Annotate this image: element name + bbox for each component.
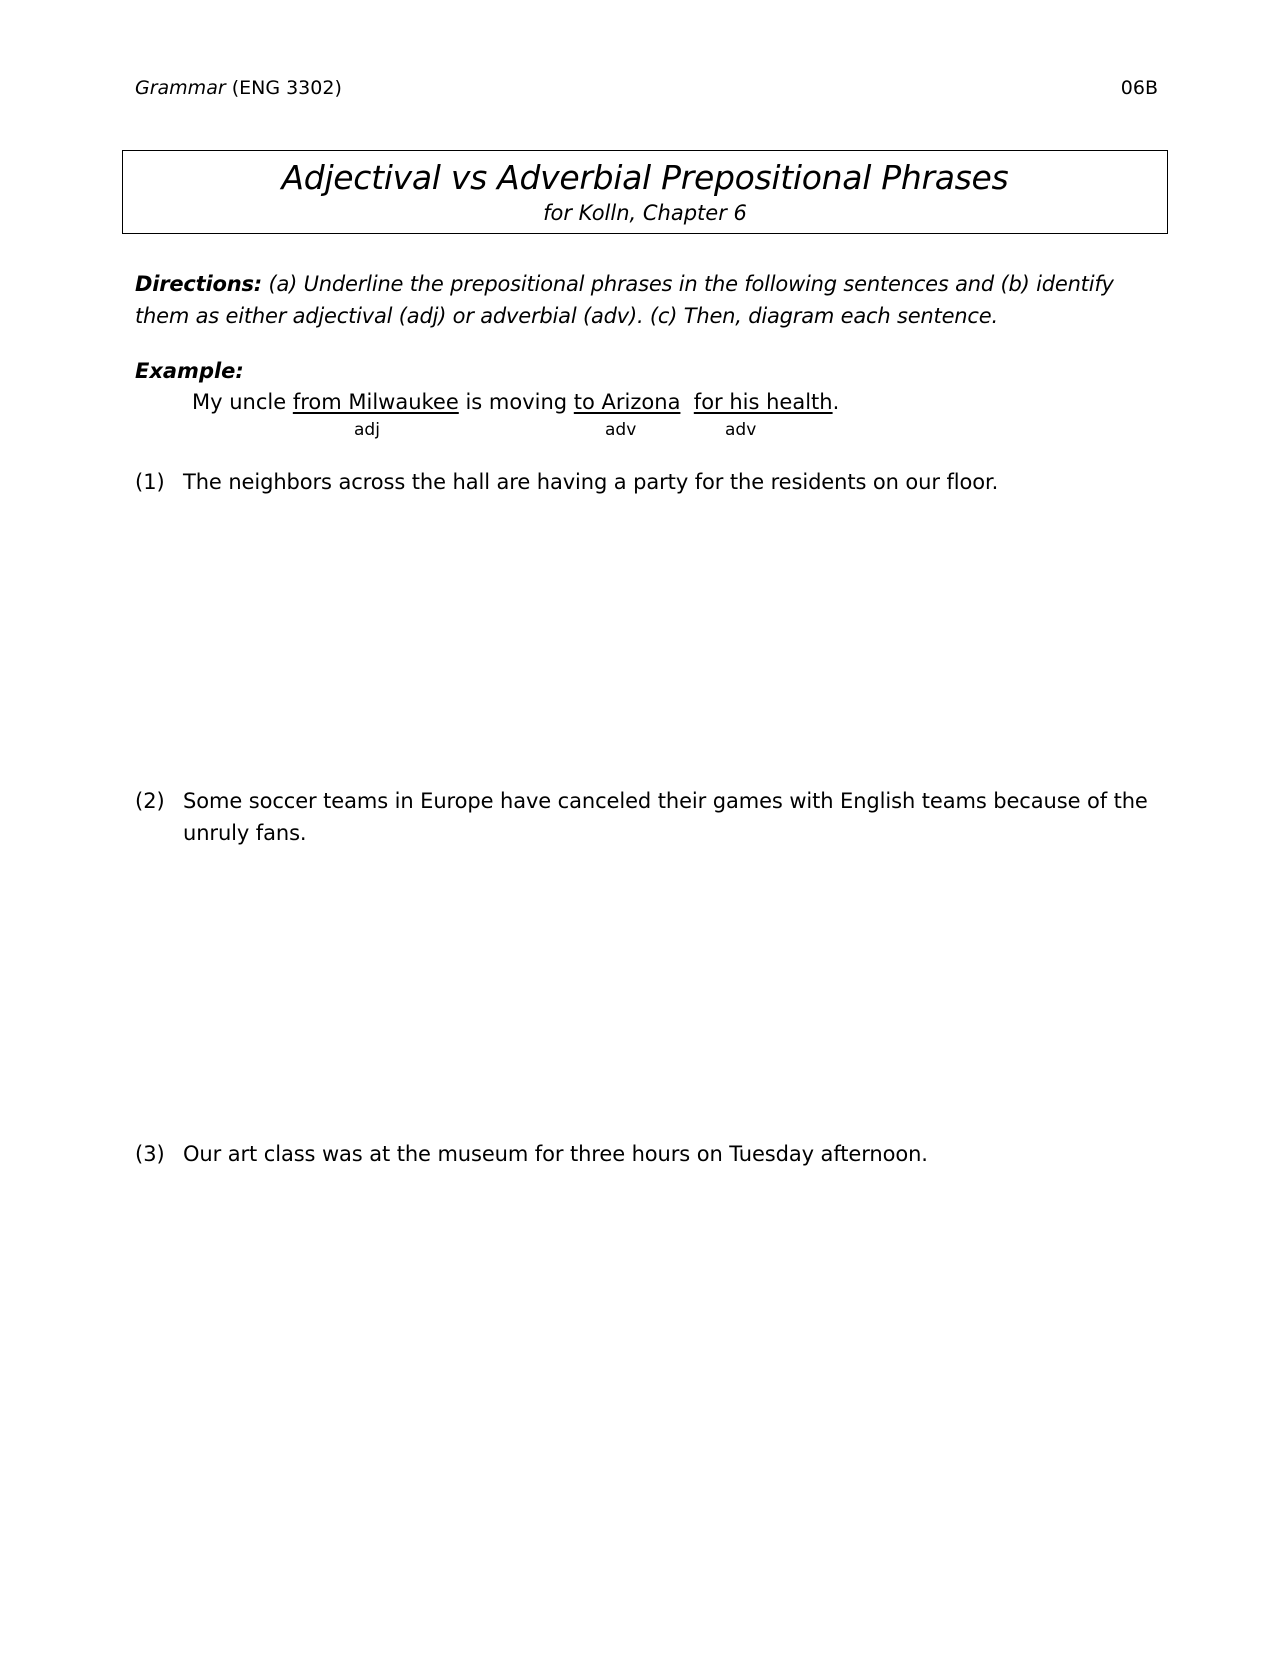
question-text: The neighbors across the hall are having a party for the residents on our floor. [183,470,999,494]
course-name: Grammar [135,77,226,99]
course-header [135,76,342,100]
question-number: (3) [135,1142,165,1166]
title-box [122,150,1168,234]
example-text: My uncle [192,390,293,414]
example-tag-adv: adv [725,420,757,440]
example-tag-adv: adv [605,420,637,440]
example-sentence [192,388,839,416]
directions-label: Directions: [135,272,262,296]
question-number: (2) [135,789,165,813]
course-code: (ENG 3302) [231,77,342,99]
question-text: Some soccer teams in Europe have canceled their games with English teams because of the unruly fans. [183,789,1148,845]
example-text: . [832,390,840,414]
example-label: Example: [135,359,244,383]
example-text: is moving [458,390,574,414]
document-id: 06B [1120,77,1158,99]
directions-text: (a) Underline the prepositional phrases in the following sentences and (b) identify them as either adjectival (adj) or adverbial (adv). (c) Then, diagram each sentence. [135,272,1114,328]
example-tag-adj: adj [354,420,380,440]
directions [135,268,1145,332]
example-phrase-underlined: for his health [693,390,833,414]
question-number: (1) [135,470,165,494]
page-title: Adjectival vs Adverbial Prepositional Phrases [281,158,1009,197]
page-subtitle: for Kolln, Chapter 6 [543,201,747,225]
example-text [680,390,693,414]
question-text: Our art class was at the museum for three hours on Tuesday afternoon. [183,1142,928,1166]
example-phrase-underlined: to Arizona [573,390,681,414]
example-phrase-underlined: from Milwaukee [292,390,459,414]
